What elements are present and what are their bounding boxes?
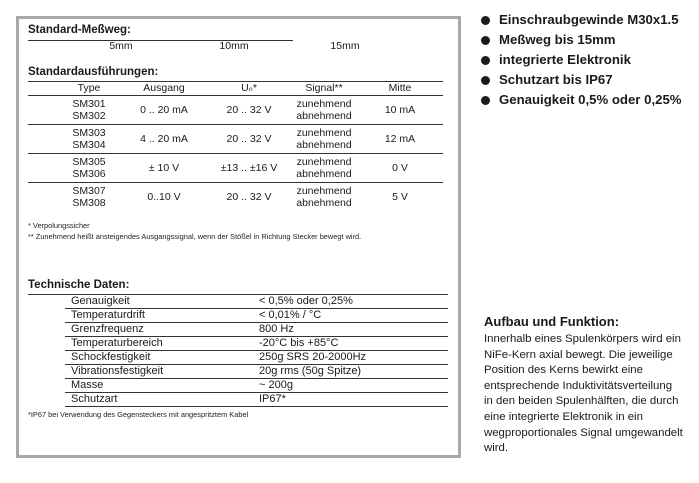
- row-divider: [28, 124, 443, 125]
- row-divider: [65, 392, 448, 393]
- feature-text: Meßweg bis 15mm: [499, 32, 616, 47]
- signal-cell: zunehmend: [296, 98, 352, 110]
- mitte-cell: 10 mA: [384, 104, 416, 116]
- list-item: [481, 72, 696, 88]
- ub-cell: ±13 .. ±16 V: [220, 162, 278, 174]
- signal-cell: abnehmend: [296, 168, 352, 180]
- signal-cell: zunehmend: [296, 127, 352, 139]
- signal-cell: zunehmend: [296, 185, 352, 197]
- header-mitte: Mitte: [388, 82, 412, 94]
- tech-label: Schockfestigkeit: [71, 351, 151, 363]
- tech-label: Grenzfrequenz: [71, 323, 144, 335]
- aufbau-title: Aufbau und Funktion:: [484, 314, 620, 329]
- tech-value: 800 Hz: [259, 323, 294, 335]
- ausgang-cell: ± 10 V: [148, 162, 180, 174]
- list-item: [481, 32, 696, 48]
- feature-text: Genauigkeit 0,5% oder 0,25%: [499, 92, 682, 107]
- type-cell: SM306: [72, 168, 106, 180]
- ub-cell: 20 .. 32 V: [226, 104, 272, 116]
- tech-label: Genauigkeit: [71, 295, 130, 307]
- footnote: * Verpolungssicher: [28, 221, 90, 230]
- tech-label: Temperaturbereich: [71, 337, 163, 349]
- bullet-icon: [481, 36, 490, 45]
- feature-text: integrierte Elektronik: [499, 52, 631, 67]
- row-divider: [65, 406, 448, 407]
- type-cell: SM303: [72, 127, 106, 139]
- header-signal: Signal**: [305, 82, 343, 94]
- tech-value: ~ 200g: [259, 379, 293, 391]
- tech-label: Schutzart: [71, 393, 118, 405]
- tech-label: Vibrationsfestigkeit: [71, 365, 164, 377]
- bullet-icon: [481, 96, 490, 105]
- type-cell: SM304: [72, 139, 106, 151]
- tech-value: 20g rms (50g Spitze): [259, 365, 362, 377]
- bullet-icon: [481, 16, 490, 25]
- signal-cell: abnehmend: [296, 197, 352, 209]
- ausgang-cell: 0..10 V: [147, 191, 181, 203]
- tech-value: 250g SRS 20-2000Hz: [259, 351, 367, 363]
- mitte-cell: 5 V: [392, 191, 408, 203]
- tech-label: Masse: [71, 379, 104, 391]
- row-divider: [28, 182, 443, 183]
- mitte-cell: 0 V: [392, 162, 408, 174]
- messweg-value: 15mm: [330, 40, 360, 52]
- datasheet-panel: [16, 16, 461, 458]
- footnote: ** Zunehmend heißt ansteigendes Ausgangssignal, wenn der Stößel in Richtung Stecker bewegt wird.: [28, 232, 362, 241]
- header-type: Type: [77, 82, 101, 94]
- bullet-icon: [481, 56, 490, 65]
- ausgang-cell: 4 .. 20 mA: [140, 133, 188, 145]
- type-cell: SM307: [72, 185, 106, 197]
- list-item: [481, 92, 696, 108]
- list-item: [481, 12, 696, 28]
- type-cell: SM302: [72, 110, 106, 122]
- mitte-cell: 12 mA: [384, 133, 416, 145]
- standard-title: Standardausführungen:: [28, 66, 159, 78]
- header-ausgang: Ausgang: [143, 82, 185, 94]
- type-cell: SM305: [72, 156, 106, 168]
- header-ub: Uₙ*: [241, 82, 257, 94]
- feature-text: Schutzart bis IP67: [499, 72, 613, 87]
- tech-footnote: *IP67 bei Verwendung des Gegensteckers mit angespritztem Kabel: [28, 410, 249, 419]
- list-item: [481, 52, 696, 68]
- messweg-value: 5mm: [109, 40, 133, 52]
- type-cell: SM308: [72, 197, 106, 209]
- tech-title: Technische Daten:: [28, 279, 130, 291]
- aufbau-section: [484, 314, 684, 457]
- ub-cell: 20 .. 32 V: [226, 133, 272, 145]
- tech-value: < 0,5% oder 0,25%: [259, 295, 353, 307]
- signal-cell: abnehmend: [296, 139, 352, 151]
- row-divider: [65, 378, 448, 379]
- type-cell: SM301: [72, 98, 106, 110]
- messweg-title: Standard-Meßweg:: [28, 24, 131, 36]
- ub-cell: 20 .. 32 V: [226, 191, 272, 203]
- row-divider: [28, 95, 443, 96]
- bullet-icon: [481, 76, 490, 85]
- aufbau-text: Innerhalb eines Spulenkörpers wird ein NiFe-Kern axial bewegt. Die jeweilige Position des Kerns bewirkt eine entsprechende Induktivitätsverteilung in den beiden Spulenhälften, die durch eine integrierte Elektronik in ein wegproportionales Signal umgewandelt wird.: [484, 333, 683, 455]
- tech-label: Temperaturdrift: [71, 309, 145, 321]
- tech-value: < 0,01% / °C: [259, 309, 322, 321]
- feature-list: [481, 12, 696, 112]
- feature-text: Einschraubgewinde M30x1.5: [499, 12, 679, 27]
- tech-value: IP67*: [259, 393, 286, 405]
- signal-cell: abnehmend: [296, 110, 352, 122]
- messweg-value: 10mm: [219, 40, 249, 52]
- ausgang-cell: 0 .. 20 mA: [140, 104, 188, 116]
- tech-value: -20°C bis +85°C: [259, 337, 339, 349]
- row-divider: [28, 153, 443, 154]
- signal-cell: zunehmend: [296, 156, 352, 168]
